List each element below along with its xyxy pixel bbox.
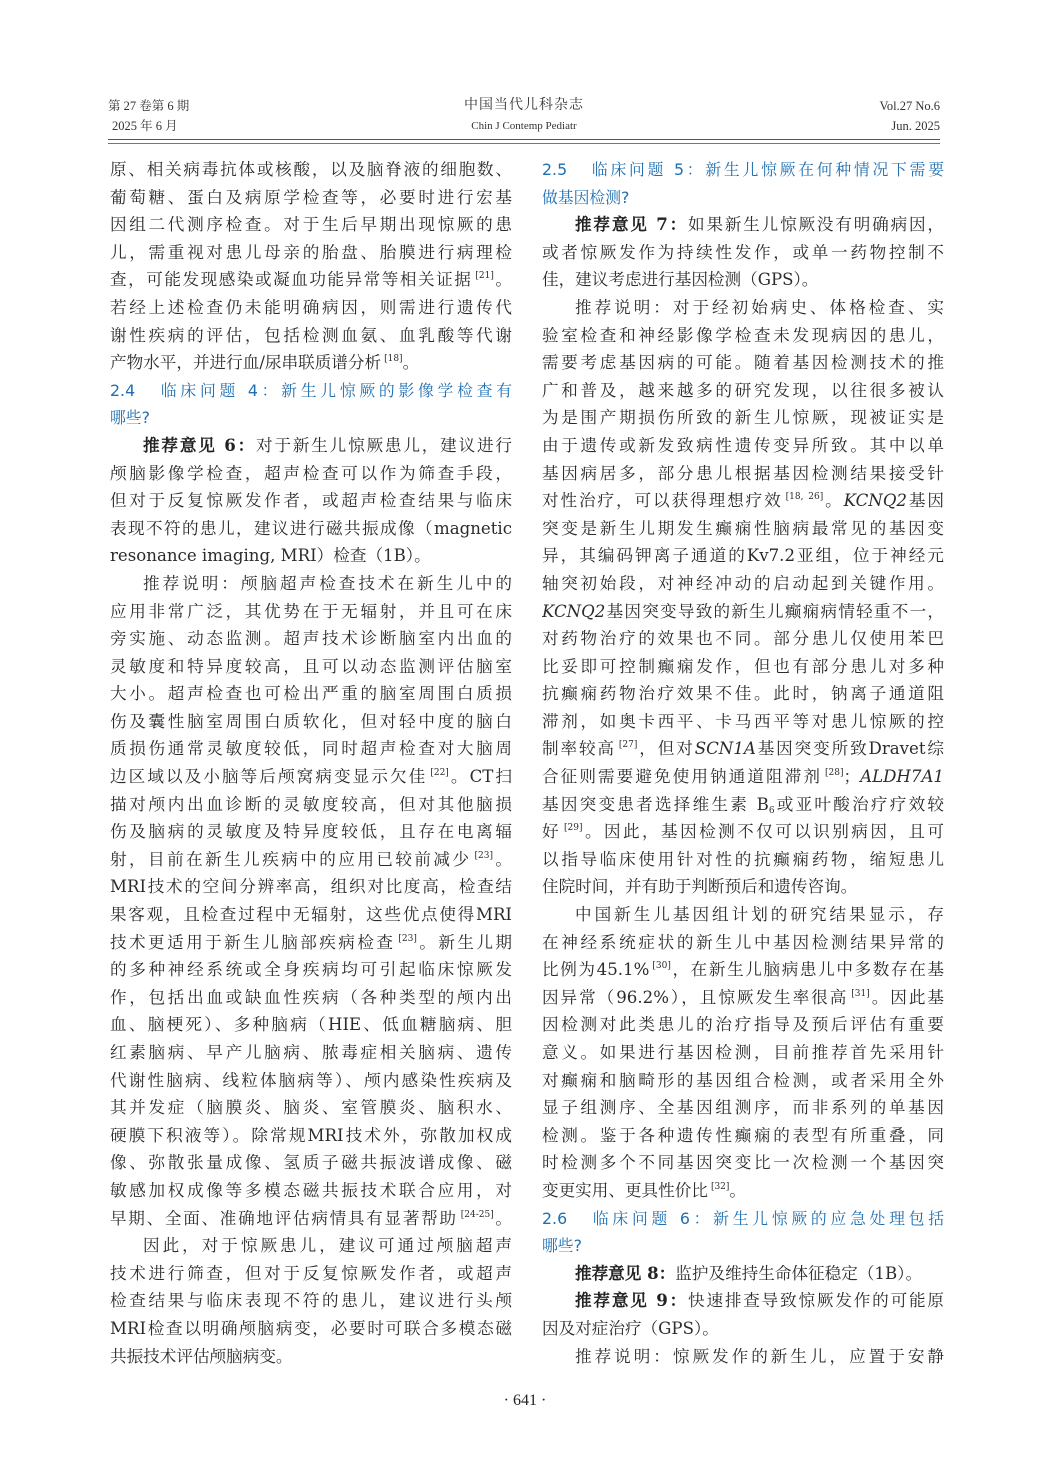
citation: [22] bbox=[430, 768, 449, 779]
text-line: 表现不符的患儿，建议进行磁共振成像（magnetic bbox=[110, 518, 512, 538]
gene-name: SCN1A bbox=[694, 739, 756, 759]
header-center bbox=[108, 96, 940, 136]
text-line: 中国新生儿基因组计划的研究结果显示，存 bbox=[575, 905, 944, 925]
text-line: 儿，需重视对患儿母亲的胎盘、胎膜进行病理检 bbox=[110, 242, 512, 262]
section-heading-2-4: 2.4 临床问题 4：新生儿惊厥的影像学检查有 bbox=[110, 380, 512, 400]
text-line: 因及对症治疗（GPS）。 bbox=[542, 1318, 719, 1338]
citation: [23] bbox=[474, 850, 493, 861]
text-line: 灵敏度和特异度较高，且可以动态监测评估脑室 bbox=[110, 656, 512, 676]
text-line: MRI技术的空间分辨率高，组织对比度高，检查结 bbox=[110, 877, 512, 897]
citation: [18] bbox=[384, 354, 403, 365]
text-line: 敏感加权成像等多模态磁共振技术联合应用，对 bbox=[110, 1180, 512, 1200]
text-line: 轴突初始段，对神经冲动的启动起到关键作用。 bbox=[542, 573, 944, 593]
citation: [27] bbox=[618, 740, 638, 751]
text-line: 果客观，且检查过程中无辐射，这些优点使得MRI bbox=[110, 905, 512, 925]
journal-title-cn: 中国当代儿科杂志 bbox=[464, 98, 584, 113]
text-line: 广和普及，越来越多的研究发现，以往很多被认 bbox=[542, 380, 944, 400]
section-heading-2-6: 2.6 临床问题 6：新生儿惊厥的应急处理包括 bbox=[542, 1208, 944, 1228]
text-line: 像、弥散张量成像、氢质子磁共振波谱成像、磁 bbox=[110, 1153, 512, 1173]
text-line: 显子组测序、全基因组测序，而非系列的单基因 bbox=[542, 1098, 944, 1118]
left-column bbox=[110, 156, 512, 1370]
section-heading-2-5-cont: 做基因检测? bbox=[542, 187, 630, 207]
text-line: 为是围产期损伤所致的新生儿惊厥，现被证实是 bbox=[542, 408, 944, 428]
text-line: 制率较高 [27]，但对SCN1A基因突变所致Dravet综 bbox=[542, 739, 944, 759]
text-line: 需要考虑基因病的可能。随着基因检测技术的推 bbox=[542, 353, 944, 373]
text-line: 比例为45.1% [30]，在新生儿脑病患儿中多数存在基 bbox=[542, 960, 944, 980]
text-line: 边区域以及小脑等后颅窝病变显示欠佳 [22]。CT扫 bbox=[110, 767, 512, 787]
section-heading-2-4-cont: 哪些? bbox=[110, 408, 150, 428]
text-line: 的多种神经系统或全身疾病均可引起临床惊厥发 bbox=[110, 960, 512, 980]
text-line: 在神经系统症状的新生儿中基因检测结果异常的 bbox=[542, 932, 944, 952]
text-line: 推荐说明：颅脑超声检查技术在新生儿中的 bbox=[143, 573, 512, 593]
text-line: 代谢性脑病、线粒体脑病等）、颅内感染性疾病及 bbox=[110, 1070, 512, 1090]
text-line: 基因病居多，部分患儿根据基因检测结果接受针 bbox=[542, 463, 944, 483]
text-line: 检测。鉴于各种遗传性癫痫的表型有所重叠，同 bbox=[542, 1125, 944, 1145]
section-heading-2-6-cont: 哪些? bbox=[542, 1236, 582, 1256]
text-line: 共振技术评估颅脑病变。 bbox=[110, 1346, 293, 1366]
recommendation-8: 推荐意见 8：监护及维持生命体征稳定（1B）。 bbox=[575, 1262, 923, 1283]
text-line: 因组二代测序检查。对于生后早期出现惊厥的患 bbox=[110, 215, 512, 235]
section-number: 2.6 bbox=[542, 1208, 568, 1228]
text-line: 查，可能发现感染或凝血功能异常等相关证据 [21]。 bbox=[110, 270, 512, 290]
text-line: 因检测对此类患儿的治疗指导及预后评估有重要 bbox=[542, 1015, 944, 1035]
text-line: 颅脑影像学检查，超声检查可以作为筛查手段， bbox=[110, 463, 512, 483]
citation: [31] bbox=[851, 988, 870, 999]
text-line: 质损伤通常灵敏度较低，同时超声检查对大脑周 bbox=[110, 739, 512, 759]
text-line: 描对颅内出血诊断的灵敏度较高，但对其他脑损 bbox=[110, 794, 512, 814]
text-line: 伤及囊性脑室周围白质软化，但对轻中度的脑白 bbox=[110, 711, 512, 731]
text-line: 谢性疾病的评估，包括检测血氨、血乳酸等代谢 bbox=[110, 325, 512, 345]
text-line: 但对于反复惊厥发作者，或超声检查结果与临床 bbox=[110, 491, 512, 511]
text-line: 推荐说明：惊厥发作的新生儿，应置于安静 bbox=[575, 1346, 944, 1366]
text-line: 作，包括出血或缺血性疾病（各种类型的颅内出 bbox=[110, 987, 512, 1007]
text-line: 意义。如果进行基因检测，目前推荐首先采用针 bbox=[542, 1043, 944, 1062]
section-number: 2.5 bbox=[542, 160, 568, 179]
text-line: 突变是新生儿期发生癫痫性脑病最常见的基因变 bbox=[542, 518, 944, 538]
text-line: 时检测多个不同基因突变比一次检测一个基因突 bbox=[542, 1153, 944, 1173]
citation: [23] bbox=[398, 933, 417, 944]
issue-date-en: Jun. 2025 bbox=[891, 119, 940, 133]
volume-issue: 第 27 卷第 6 期 bbox=[108, 99, 190, 113]
text-line: 抗癫痫药物治疗效果不佳。此时，钠离子通道阻 bbox=[542, 684, 944, 704]
text-line: 旁实施、动态监测。超声技术诊断脑室内出血的 bbox=[110, 629, 512, 649]
text-line: 原、相关病毒抗体或核酸，以及脑脊液的细胞数、 bbox=[110, 160, 512, 179]
subscript: 6 bbox=[768, 805, 775, 816]
page-number: · 641 · bbox=[503, 1392, 547, 1409]
text-line: resonance imaging, MRI）检查（1B）。 bbox=[110, 546, 431, 566]
header-rule-thin bbox=[108, 143, 940, 144]
section-heading-2-5: 2.5 临床问题 5：新生儿惊厥在何种情况下需要 bbox=[542, 160, 944, 179]
citation: [32] bbox=[710, 1181, 730, 1192]
text-line: 推荐说明：对于经初始病史、体格检查、实 bbox=[575, 297, 944, 317]
text-line: 基因突变患者选择维生素 $B_6$或亚叶酸治疗疗效较 bbox=[542, 794, 944, 816]
text-line: 技术进行筛查，但对于反复惊厥发作者，或超声 bbox=[110, 1263, 512, 1283]
text-line: 合征则需要避免使用钠通道阻滞剂 [28]；ALDH7A1 bbox=[542, 767, 944, 787]
right-column bbox=[542, 156, 944, 1370]
recommendation-6: 推荐意见 6：对于新生儿惊厥患儿，建议进行 bbox=[143, 434, 512, 455]
citation: [30] bbox=[652, 961, 671, 972]
volume-issue-en: Vol.27 No.6 bbox=[879, 99, 940, 113]
text-line: 异，其编码钾离子通道的Kv7.2亚组，位于神经元 bbox=[542, 546, 944, 566]
section-number: 2.4 bbox=[110, 380, 136, 400]
text-line: 对药物治疗的效果也不同。部分患儿仅使用苯巴 bbox=[542, 629, 944, 649]
recommendation-label: 推荐意见 8： bbox=[575, 1262, 676, 1283]
text-line: 血、脑梗死）、多种脑病（HIE、低血糖脑病、胆 bbox=[110, 1015, 512, 1035]
text-line: 以指导临床使用针对性的抗癫痫药物，缩短患儿 bbox=[542, 849, 944, 869]
text-line: 早期、全面、准确地评估病情具有显著帮助 [24-25]。 bbox=[110, 1208, 512, 1228]
text-line: 滞剂，如奥卡西平、卡马西平等对患儿惊厥的控 bbox=[542, 711, 944, 731]
text-line: 大小。超声检查也可检出严重的脑室周围白质损 bbox=[110, 684, 512, 704]
recommendation-label: 推荐意见 9： bbox=[575, 1290, 689, 1311]
header-rule-thick bbox=[108, 139, 940, 140]
recommendation-9: 推荐意见 9：快速排查导致惊厥发作的可能原 bbox=[575, 1290, 944, 1311]
text-line: 验室检查和神经影像学检查未发现病因的患儿， bbox=[542, 325, 944, 345]
issue-date-cn: 2025 年 6 月 bbox=[112, 119, 178, 133]
text-line: 其并发症（脑膜炎、脑炎、室管膜炎、脑积水、 bbox=[110, 1098, 512, 1118]
journal-title-en: Chin J Contemp Pediatr bbox=[471, 120, 577, 132]
text-line: 由于遗传或新发致病性遗传变异所致。其中以单 bbox=[542, 435, 944, 455]
text-line: 伤及脑病的灵敏度及特异度较低，且存在电离辐 bbox=[110, 822, 512, 842]
text-line: 对癫痫和脑畸形的基因组合检测，或者采用全外 bbox=[542, 1070, 944, 1090]
running-header bbox=[108, 96, 940, 138]
text-line: 检查结果与临床表现不符的患儿，建议进行头颅 bbox=[110, 1291, 512, 1311]
text-line: 好 [29]。因此，基因检测不仅可以识别病因，且可 bbox=[542, 822, 944, 842]
gene-name: KCNQ2 bbox=[843, 491, 907, 511]
gene-name: KCNQ2 bbox=[542, 601, 606, 621]
citation: [24-25] bbox=[460, 1209, 494, 1220]
text-line: 技术更适用于新生儿脑部疾病检查 [23]。新生儿期 bbox=[110, 932, 512, 952]
citation: [28] bbox=[825, 768, 844, 779]
text-line: 红素脑病、早产儿脑病、脓毒症相关脑病、遗传 bbox=[110, 1043, 512, 1062]
text-line: 佳，建议考虑进行基因检测（GPS）。 bbox=[542, 270, 819, 290]
text-line: 若经上述检查仍未能明确病因，则需进行遗传代 bbox=[110, 297, 512, 317]
text-line: 硬膜下积液等）。除常规MRI技术外，弥散加权成 bbox=[110, 1125, 512, 1145]
citation: [21] bbox=[475, 271, 494, 282]
citation: [18, 26] bbox=[785, 492, 824, 503]
recommendation-label: 推荐意见 7： bbox=[575, 214, 689, 235]
text-line: 变更实用、更具性价比 [32]。 bbox=[542, 1180, 747, 1200]
gene-name: ALDH7A1 bbox=[860, 767, 944, 787]
text-line: 应用非常广泛，其优势在于无辐射，并且可在床 bbox=[110, 601, 512, 621]
text-line: 因异常（96.2%），且惊厥发生率很高 [31]。因此基 bbox=[542, 987, 944, 1007]
text-line: MRI检查以明确颅脑病变，必要时可联合多模态磁 bbox=[110, 1318, 512, 1338]
text-line: 因此，对于惊厥患儿，建议可通过颅脑超声 bbox=[143, 1236, 512, 1256]
citation: [29] bbox=[564, 823, 583, 834]
text-line: 比妥即可控制癫痫发作，但也有部分患儿对多种 bbox=[542, 656, 944, 676]
text-line: KCNQ2基因突变导致的新生儿癫痫病情轻重不一， bbox=[542, 601, 944, 621]
text-line: 对性治疗，可以获得理想疗效 [18, 26]。KCNQ2基因 bbox=[542, 491, 944, 511]
text-line: 产物水平，并进行血/尿串联质谱分析 [18]。 bbox=[110, 353, 420, 373]
text-line: 射，目前在新生儿疾病中的应用已较前减少 [23]。 bbox=[110, 849, 512, 869]
header-right bbox=[879, 96, 940, 136]
recommendation-7: 推荐意见 7：如果新生儿惊厥没有明确病因， bbox=[575, 214, 944, 235]
text-line: 住院时间，并有助于判断预后和遗传咨询。 bbox=[542, 877, 858, 897]
text-line: 葡萄糖、蛋白及病原学检查等，必要时进行宏基 bbox=[110, 187, 512, 207]
text-line: 或者惊厥发作为持续性发作，或单一药物控制不 bbox=[542, 242, 944, 262]
recommendation-label: 推荐意见 6： bbox=[143, 434, 257, 455]
